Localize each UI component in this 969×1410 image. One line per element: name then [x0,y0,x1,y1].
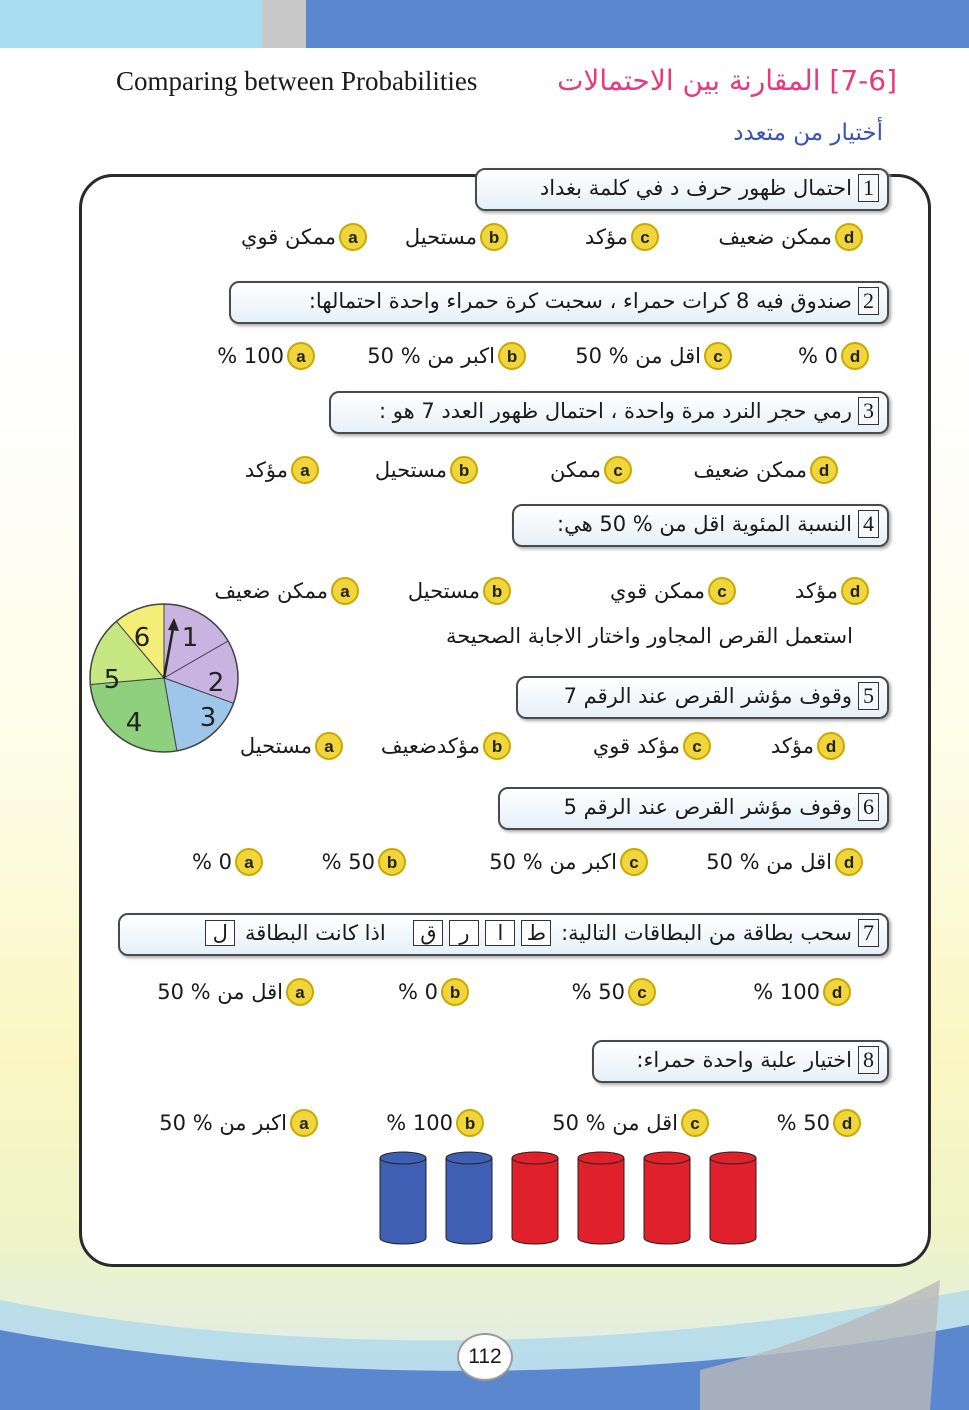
option-letter-b: b [483,732,511,760]
can-red [710,1152,756,1244]
option-letter-d: d [835,223,863,251]
question-7-box [118,913,889,956]
page-number: 112 [457,1333,513,1381]
question-number: 4 [858,510,879,538]
option-c[interactable] [489,848,648,876]
option-text: اقل من % 50 [706,850,832,874]
option-d[interactable] [753,978,851,1006]
option-letter-a: a [331,577,359,605]
option-text: اقل من % 50 [552,1111,678,1135]
letter-card: ق [413,920,443,946]
spinner-instruction: استعمل القرص المجاور واختار الاجابة الصحيحة [445,624,853,648]
spinner-number: 1 [181,623,199,653]
section-subtitle: أختيار من متعدد [733,120,883,146]
banner-segment-blue [306,0,969,48]
question-text: وقوف مؤشر القرص عند الرقم 5 [563,795,852,819]
question-number: 2 [858,287,879,315]
can-blue [380,1152,426,1244]
option-text: اقل من % 50 [575,344,701,368]
banner-segment-gray [262,0,306,48]
option-d[interactable] [693,456,838,484]
option-b[interactable] [381,732,511,760]
option-letter-d: d [841,342,869,370]
option-a[interactable] [241,223,367,251]
question-3-box [329,391,889,434]
letter-card: ا [485,920,515,946]
question-number: 6 [858,793,879,821]
option-letter-c: c [681,1109,709,1137]
option-b[interactable] [367,342,526,370]
question-text: وقوف مؤشر القرص عند الرقم 7 [563,684,852,708]
option-letter-d: d [835,848,863,876]
option-text: ممكن ضعيف [693,458,807,482]
top-banner [0,0,969,48]
option-text: 50 % [321,850,375,874]
option-text: 100 % [217,344,284,368]
question-number: 1 [858,174,879,202]
option-text: اكبر من % 50 [489,850,617,874]
option-text: مستحيل [404,225,477,249]
option-letter-d: d [841,577,869,605]
option-c[interactable] [610,577,736,605]
spinner-number: 3 [199,703,217,733]
option-c[interactable] [593,732,711,760]
question-6-box [498,787,889,830]
option-letter-c: c [631,223,659,251]
option-d[interactable] [777,1109,861,1137]
option-b[interactable] [375,456,478,484]
option-a[interactable] [240,732,343,760]
option-text: مؤكد [584,225,628,249]
question-text: سحب بطاقة من البطاقات التالية: [561,921,852,945]
option-text: مؤكد [794,579,838,603]
option-letter-a: a [315,732,343,760]
option-letter-d: d [817,732,845,760]
option-text: ممكن قوي [610,579,705,603]
question-2-box [229,281,889,324]
option-letter-d: d [810,456,838,484]
option-letter-d: d [833,1109,861,1137]
option-text: مستحيل [239,734,312,758]
target-letter-card: ل [205,920,235,946]
option-letter-a: a [286,978,314,1006]
option-d[interactable] [771,732,845,760]
option-b[interactable] [408,577,511,605]
option-letter-b: b [480,223,508,251]
option-letter-a: a [290,1109,318,1137]
option-letter-b: b [441,978,469,1006]
option-a[interactable] [192,848,263,876]
cans-illustration [372,1150,764,1250]
option-text: 100 % [386,1111,453,1135]
option-text: ممكن ضعيف [718,225,832,249]
can-blue [446,1152,492,1244]
option-letter-c: c [683,732,711,760]
option-text: مستحيل [407,579,480,603]
option-letter-b: b [498,342,526,370]
option-c[interactable] [585,223,659,251]
option-b[interactable] [398,978,469,1006]
question-text: النسبة المئوية اقل من % 50 هي: [557,512,852,536]
option-d[interactable] [795,577,869,605]
option-letter-c: c [708,577,736,605]
option-text: 0 % [797,344,838,368]
option-d[interactable] [718,223,863,251]
spinner-number: 6 [133,623,151,653]
question-text: اختيار علبة واحدة حمراء: [636,1048,852,1072]
option-text: 0 % [191,850,232,874]
option-text: اكبر من % 50 [159,1111,287,1135]
spinner-number: 2 [207,668,225,698]
option-text: ممكن قوي [241,225,336,249]
letter-card: ر [449,920,479,946]
option-text: مستحيل [374,458,447,482]
option-text: ممكن ضعيف [214,579,328,603]
question-1-box [475,168,889,211]
option-a[interactable] [214,577,359,605]
option-letter-b: b [483,577,511,605]
option-d[interactable] [798,342,869,370]
question-text: صندوق فيه 8 كرات حمراء ، سحبت كرة حمراء واحدة احتمالها: [308,289,852,313]
option-c[interactable] [572,978,656,1006]
option-text: 50 % [776,1111,830,1135]
option-letter-b: b [378,848,406,876]
option-letter-a: a [287,342,315,370]
question-number: 5 [858,682,879,710]
spinner-number: 5 [103,665,121,695]
option-b[interactable] [322,848,406,876]
question-number: 8 [858,1046,879,1074]
option-text: مؤكد قوي [592,734,680,758]
question-number: 7 [858,919,879,947]
can-red [578,1152,624,1244]
option-a[interactable] [157,978,314,1006]
question-text: رمي حجر النرد مرة واحدة ، احتمال ظهور العدد 7 هو : [378,399,852,423]
option-letter-a: a [291,456,319,484]
option-c[interactable] [575,342,732,370]
option-letter-c: c [704,342,732,370]
can-red [512,1152,558,1244]
option-text: مؤكدضعيف [380,734,480,758]
option-d[interactable] [706,848,863,876]
option-text: 0 % [397,980,438,1004]
option-text: ممكن [550,458,601,482]
option-letter-c: c [620,848,648,876]
question-text: احتمال ظهور حرف د في كلمة بغداد [539,176,852,200]
lesson-title-english: Comparing between Probabilities [116,66,478,96]
can-red [644,1152,690,1244]
option-a[interactable] [159,1109,318,1137]
option-text: اكبر من % 50 [367,344,495,368]
option-text: 100 % [753,980,820,1004]
option-text: 50 % [571,980,625,1004]
option-letter-c: c [628,978,656,1006]
option-b[interactable] [386,1109,484,1137]
option-a[interactable] [217,342,315,370]
question-5-box [516,676,889,719]
banner-segment-light-blue [0,0,262,48]
letter-card: ط [521,920,551,946]
option-c[interactable] [550,456,632,484]
option-letter-d: d [823,978,851,1006]
question-number: 3 [858,397,879,425]
spinner-number: 4 [125,708,143,738]
option-text: مؤكد [770,734,814,758]
option-b[interactable] [405,223,508,251]
spinner-disc [88,602,240,754]
question-8-box [592,1040,889,1083]
question-4-box [512,504,889,547]
option-c[interactable] [552,1109,709,1137]
option-letter-b: b [456,1109,484,1137]
option-text: مؤكد [244,458,288,482]
option-text: اقل من % 50 [157,980,283,1004]
question-text-continued: اذا كانت البطاقة [244,921,386,945]
option-letter-b: b [450,456,478,484]
option-letter-a: a [235,848,263,876]
option-letter-c: c [604,456,632,484]
lesson-title-arabic: [7-6] المقارنة بين الاحتمالات [557,64,897,97]
option-a[interactable] [245,456,319,484]
option-letter-a: a [339,223,367,251]
